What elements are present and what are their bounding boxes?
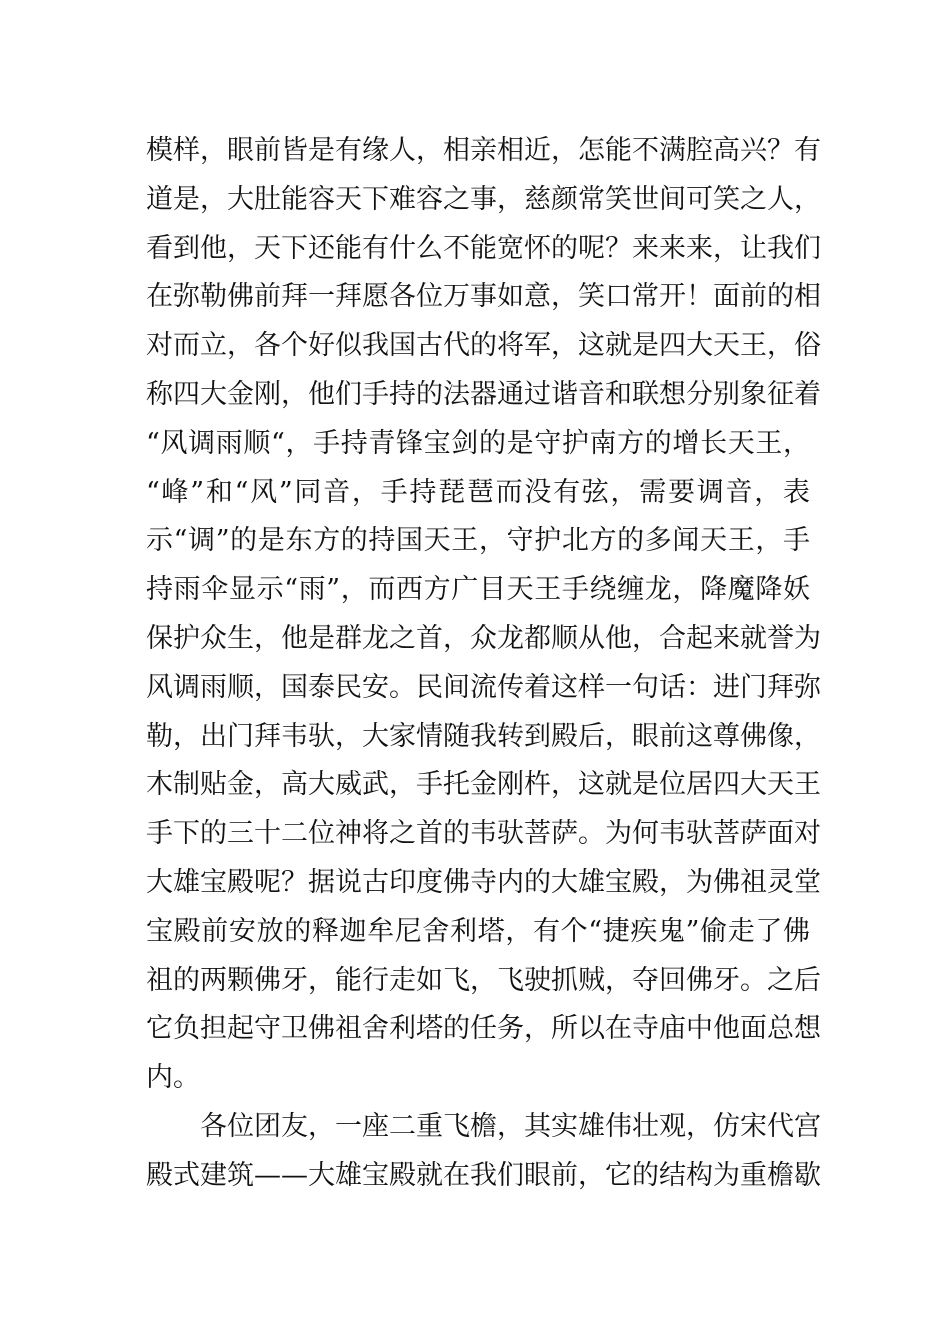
text-line: 看到他，天下还能有什么不能宽怀的呢？来来来，让我们 bbox=[146, 232, 821, 264]
text-line: 手下的三十二位神将之首的韦驮菩萨。为何韦驮菩萨面对 bbox=[146, 818, 821, 850]
text-line: 殿式建筑——大雄宝殿就在我们眼前，它的结构为重檐歇 bbox=[146, 1159, 821, 1191]
text-line: 风调雨顺，国泰民安。民间流传着这样一句话：进门拜弥 bbox=[146, 671, 821, 703]
text-line: 对而立，各个好似我国古代的将军，这就是四大天王，俗 bbox=[146, 330, 821, 362]
text-line: 内。 bbox=[146, 1062, 200, 1094]
text-line: 它负担起守卫佛祖舍利塔的任务，所以在寺庙中他面总想 bbox=[146, 1013, 821, 1045]
text-line: “峰”和“风”同音，手持琵琶而没有弦，需要调音，表 bbox=[146, 476, 810, 508]
text-line: 示“调”的是东方的持国天王，守护北方的多闻天王，手 bbox=[146, 525, 810, 557]
text-line: “风调雨顺“，手持青锋宝剑的是守护南方的增长天王， bbox=[146, 427, 810, 459]
text-line: 道是，大肚能容天下难容之事，慈颜常笑世间可笑之人， bbox=[146, 183, 821, 215]
text-line: 大雄宝殿呢？据说古印度佛寺内的大雄宝殿，为佛祖灵堂 bbox=[146, 866, 821, 898]
text-line: 保护众生，他是群龙之首，众龙都顺从他，合起来就誉为 bbox=[146, 622, 821, 654]
paragraph-1 bbox=[146, 127, 821, 1103]
text-line: 各位团友，一座二重飞檐，其实雄伟壮观，仿宋代宫 bbox=[200, 1110, 821, 1142]
text-line: 祖的两颗佛牙，能行走如飞，飞驶抓贼，夺回佛牙。之后 bbox=[146, 964, 821, 996]
text-line: 宝殿前安放的释迦牟尼舍利塔，有个“捷疾鬼”偷走了佛 bbox=[146, 915, 810, 947]
text-line: 木制贴金，高大威武，手托金刚杵，这就是位居四大天王 bbox=[146, 769, 821, 801]
paragraph-2 bbox=[146, 1103, 821, 1201]
text-line: 勒，出门拜韦驮，大家情随我转到殿后，眼前这尊佛像， bbox=[146, 720, 821, 752]
text-line: 称四大金刚，他们手持的法器通过谐音和联想分别象征着 bbox=[146, 378, 821, 410]
text-line: 持雨伞显示“雨”，而西方广目天王手绕缠龙，降魔降妖 bbox=[146, 574, 810, 606]
text-line: 模样，眼前皆是有缘人，相亲相近，怎能不满腔高兴？有 bbox=[146, 135, 821, 166]
body-text bbox=[146, 127, 821, 1201]
text-line: 在弥勒佛前拜一拜愿各位万事如意，笑口常开！面前的相 bbox=[146, 281, 821, 313]
